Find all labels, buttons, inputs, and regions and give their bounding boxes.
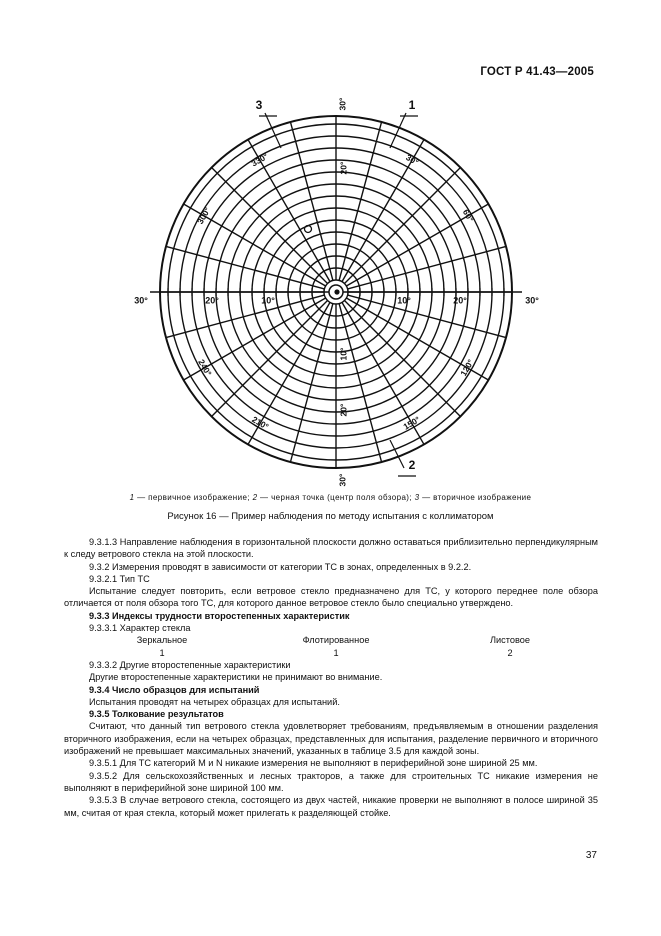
angle-label: 210°: [250, 414, 271, 432]
paragraph: Считают, что данный тип ветрового стекла удовлетворяет требованиям, предъявляемым в отношении разделения вторичного изображения, если на четырех образцах, представленных для испытания, разделение первичного и вторичного изображений не превышает максимальных значений, указанных в таблице 3.5 для каждой зоны.: [64, 721, 598, 757]
angle-label: 150°: [401, 414, 422, 432]
radial-line: [339, 122, 381, 280]
glass-types-row: [64, 634, 598, 646]
callout-number: 3: [255, 98, 263, 113]
figure-caption: Рисунок 16 — Пример наблюдения по методу испытания с коллиматором: [167, 511, 494, 522]
ring-label: 30°: [337, 97, 348, 111]
ring-label: 10°: [397, 295, 411, 306]
radial-line: [290, 122, 332, 280]
paragraph: 9.3.2.1 Тип ТС: [89, 573, 150, 584]
angle-label: 300°: [194, 205, 213, 226]
secondary-image-mark: [305, 226, 312, 233]
legend-text-2: — черная точка (центр поля обзора);: [257, 493, 415, 502]
legend-text-1: — первичное изображение;: [134, 493, 253, 502]
body-text: [64, 536, 598, 819]
section-heading: 9.3.5 Толкование результатов: [89, 709, 224, 720]
callout-leader: [390, 440, 404, 468]
glass-type: Листовое: [490, 635, 530, 646]
glass-index: 2: [507, 647, 513, 658]
glass-index: 1: [159, 647, 165, 658]
angle-label: 120°: [458, 357, 476, 378]
angle-label: 30°: [404, 152, 421, 168]
figure-legend: [0, 493, 661, 502]
paragraph: 9.3.3.1 Характер стекла: [89, 623, 191, 634]
paragraph: 9.3.2 Измерения проводят в зависимости от категории ТС в зонах, определенных в 9.2.2.: [89, 561, 472, 572]
radial-line: [166, 246, 324, 288]
radial-line: [348, 295, 506, 337]
angle-label: 330°: [249, 150, 270, 169]
page-number: 37: [585, 850, 597, 861]
legend-number-1: 1: [129, 493, 135, 502]
center-dot: [334, 289, 339, 294]
radial-line: [166, 295, 324, 337]
ring-label: 20°: [338, 161, 349, 175]
callout-number: 2: [408, 458, 416, 473]
paragraph: 9.3.1.3 Направление наблюдения в горизонтальной плоскости должно оставаться приблизительно перпендикулярным к следу ветрового стекла на этой плоскости.: [64, 537, 598, 560]
paragraph: Другие второстепенные характеристики не принимают во внимание.: [89, 672, 383, 683]
ring-label: 30°: [525, 295, 539, 306]
ring-label: 20°: [205, 295, 219, 306]
paragraph: 9.3.5.1 Для ТС категорий M и N никакие измерения не выполняют в периферийной зоне шириной 25 мм.: [89, 758, 538, 769]
ring-label: 30°: [134, 295, 148, 306]
legend-number-2: 2: [252, 493, 258, 502]
ring-label: 30°: [337, 473, 348, 487]
legend-text-3: — вторичное изображение: [419, 493, 532, 502]
paragraph: 9.3.5.3 В случае ветрового стекла, состоящего из двух частей, никакие проверки не выполняют в полосе шириной 35 мм, считая от края стекла, который может прилегать к разделяющей стойке.: [64, 795, 598, 818]
radial-line: [290, 304, 332, 462]
ring-label: 10°: [338, 347, 349, 361]
angle-label: 240°: [196, 357, 214, 378]
paragraph: 9.3.5.2 Для сельскохозяйственных и лесных тракторов, а также для строительных ТС никакие измерения не выполняют в периферийной зоне шириной 100 мм.: [64, 770, 598, 793]
callout-number: 1: [408, 98, 416, 113]
paragraph: Испытание следует повторить, если ветровое стекло предназначено для ТС, у которого переднее поле обзора отличается от поля обзора того ТС, для которого данное ветровое стекло было специально утверждено.: [64, 586, 598, 609]
angle-label: 60°: [460, 207, 476, 224]
legend-number-3: 3: [414, 493, 420, 502]
ring-label: 20°: [338, 403, 349, 417]
glass-index: 1: [333, 647, 339, 658]
document-code: ГОСТ Р 41.43—2005: [480, 66, 594, 78]
radial-line: [348, 246, 506, 288]
radial-line: [339, 304, 381, 462]
ring-label: 10°: [261, 295, 275, 306]
glass-type: Флотированное: [302, 635, 370, 646]
section-heading: 9.3.3 Индексы трудности второстепенных характеристик: [89, 610, 350, 621]
section-heading: 9.3.4 Число образцов для испытаний: [89, 684, 260, 695]
paragraph: Испытания проводят на четырех образцах для испытаний.: [89, 696, 340, 707]
paragraph: 9.3.3.2 Другие второстепенные характеристики: [89, 659, 291, 670]
glass-type: Зеркальное: [136, 635, 188, 646]
glass-indices-row: [64, 647, 598, 659]
ring-label: 20°: [453, 295, 467, 306]
